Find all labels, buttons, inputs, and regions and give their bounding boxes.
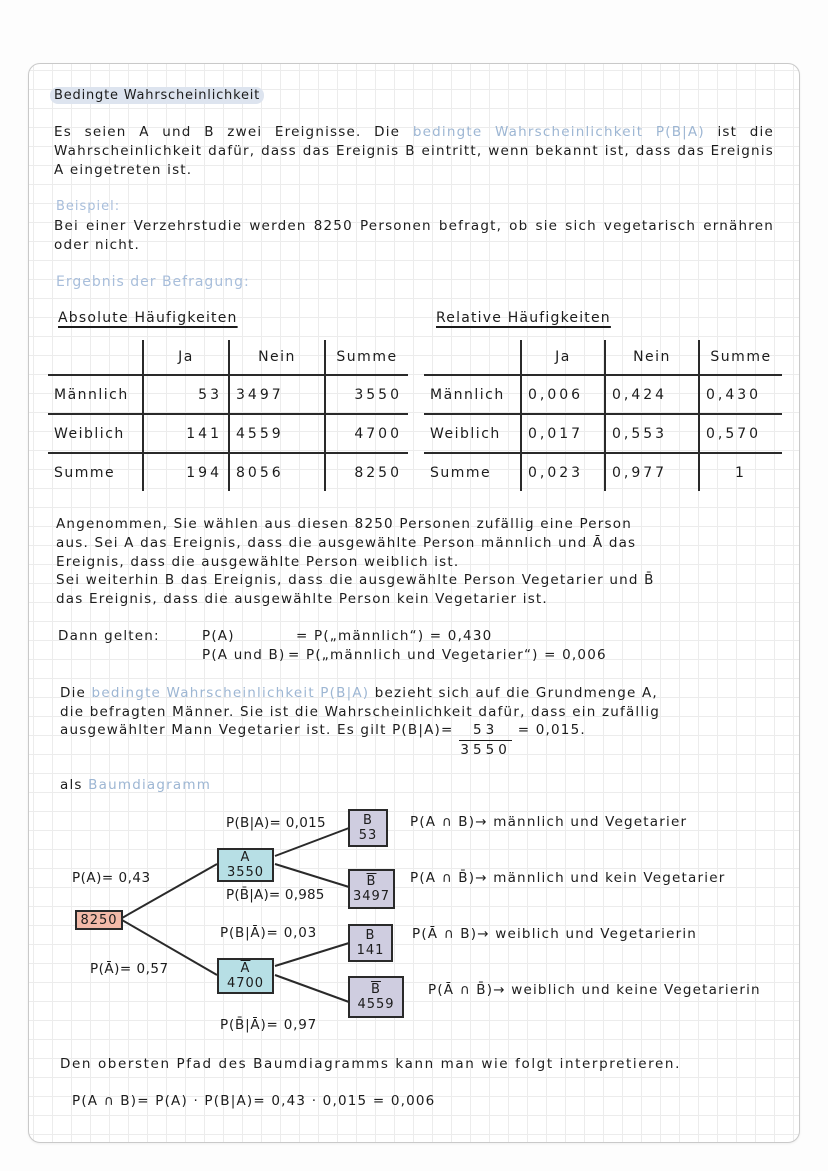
cell: 0,553: [605, 414, 699, 453]
tree-heading-highlight: Baumdiagramm: [88, 777, 212, 793]
result-label: Ergebnis der Befragung:: [56, 274, 250, 290]
then-label: Dann gelten:: [58, 628, 160, 644]
cell: 8056: [229, 453, 325, 491]
edge-label-p-not-b-given-not-a: P(B̄|Ā)= 0,97: [220, 1017, 317, 1033]
cell: 0,977: [605, 453, 699, 491]
path-formula: P(A ∩ B)= P(A) · P(B|A)= 0,43 · 0,015 = 0,006: [72, 1093, 436, 1109]
edge-label-p-b-given-a: P(B|A)= 0,015: [226, 815, 326, 831]
outcome-not-a-b: P(Ā ∩ B)→ weiblich und Vegetarierin: [412, 926, 698, 942]
cell: 141: [143, 414, 229, 453]
conditional-highlight: bedingte Wahrscheinlichkeit P(B|A): [91, 685, 370, 701]
eq2-right: = P(„männlich und Vegetarier“) = 0,006: [288, 647, 607, 663]
outcome-not-a-not-b: P(Ā ∩ B̄)→ weiblich und keine Vegetarierin: [428, 982, 761, 998]
node-value: 3550: [226, 865, 265, 880]
node-label: $\overline{B}$: [366, 874, 377, 889]
outcome-a-not-b: P(A ∩ B̄)→ männlich und kein Vegetarier: [410, 870, 726, 886]
node-value: 4559: [357, 997, 395, 1012]
row-label: Summe: [424, 453, 521, 491]
cell: 3550: [325, 375, 408, 414]
node-value: 141: [356, 943, 385, 958]
root-value: 8250: [80, 912, 118, 928]
absolute-table-heading: Absolute Häufigkeiten: [58, 310, 238, 326]
cell: 0,424: [605, 375, 699, 414]
tree-node-a-b: [348, 809, 388, 847]
tree-node-a-not-b: [348, 869, 395, 909]
conditional-line-3-text: ausgewählter Mann Vegetarier ist. Es gilt P(B|A)=: [60, 722, 454, 738]
node-label: B: [365, 928, 376, 943]
col-header-summe: Summe: [325, 340, 408, 375]
cell: 8250: [325, 453, 408, 491]
cell: 0,023: [521, 453, 605, 491]
col-header-ja: Ja: [521, 340, 605, 375]
cell: 1: [699, 453, 782, 491]
path-text: Den obersten Pfad des Baumdiagramms kann man wie folgt interpretieren.: [60, 1056, 681, 1072]
node-label: $\overline{B}$: [371, 982, 381, 997]
cell: 0,006: [521, 375, 605, 414]
example-text: Bei einer Verzehrstudie werden 8250 Personen befragt, ob sie sich vegetarisch ernähren oder nicht.: [54, 218, 774, 253]
cell: 3497: [229, 375, 325, 414]
assumption-line-4: Sei weiterhin B das Ereignis, dass die ausgewählte Person Vegetarier und B̄: [56, 572, 655, 588]
intro-text-2: ist die Wahrscheinlichkeit dafür, dass das Ereignis B eintritt, wenn bekannt ist, dass das Ereignis A eingetreten ist.: [54, 124, 774, 178]
row-label: Männlich: [48, 375, 143, 414]
row-label: Summe: [48, 453, 143, 491]
row-label: Weiblich: [48, 414, 143, 453]
conditional-prefix: Die: [60, 685, 92, 701]
tree-root-node: [75, 910, 123, 930]
relative-table-heading: Relative Häufigkeiten: [436, 310, 611, 326]
edge-label-p-b-given-not-a: P(B|Ā)= 0,03: [220, 925, 317, 941]
col-header-ja: Ja: [143, 340, 229, 375]
eq1-right: = P(„männlich“) = 0,430: [296, 628, 493, 644]
assumption-line-3: Ereignis, dass die ausgewählte Person weiblich ist.: [56, 554, 460, 570]
cell: 53: [143, 375, 229, 414]
conditional-rest: bezieht sich auf die Grundmenge A,: [369, 685, 658, 701]
cell: 0,570: [699, 414, 782, 453]
eq2-left: P(A und B): [202, 647, 286, 663]
cell: 4559: [229, 414, 325, 453]
assumption-line-2: aus. Sei A das Ereignis, dass die ausgewählte Person männlich und Ā das: [56, 535, 637, 551]
tree-node-not-a-not-b: [348, 976, 404, 1018]
node-label: $\overline{A}$: [240, 961, 251, 976]
page-title: Bedingte Wahrscheinlichkeit: [50, 87, 264, 104]
intro-highlight: bedingte Wahrscheinlichkeit P(B|A): [412, 124, 705, 140]
fraction-denominator: 3550: [460, 742, 511, 758]
edge-label-p-not-b-given-a: P(B̄|A)= 0,985: [226, 887, 325, 903]
cell: 194: [143, 453, 229, 491]
conditional-line-2: die befragten Männer. Sie ist die Wahrscheinlichkeit dafür, dass ein zufällig: [60, 704, 661, 720]
tree-node-not-a-b: [348, 924, 393, 962]
outcome-a-b: P(A ∩ B)→ männlich und Vegetarier: [410, 814, 688, 830]
eq1-left: P(A): [202, 628, 235, 644]
conditional-result: = 0,015.: [517, 722, 586, 738]
row-label: Männlich: [424, 375, 521, 414]
node-value: 3497: [352, 889, 391, 904]
col-header-nein: Nein: [605, 340, 699, 375]
edge-label-p-a: P(A)= 0,43: [72, 870, 151, 886]
tree-node-not-a: [217, 958, 274, 994]
edge-label-p-not-a: P(Ā)= 0,57: [90, 961, 169, 977]
fraction-numerator: 53: [459, 721, 512, 741]
col-header-nein: Nein: [229, 340, 325, 375]
node-label: B: [363, 813, 373, 828]
row-label: Weiblich: [424, 414, 521, 453]
example-label: Beispiel:: [56, 199, 121, 214]
assumption-line-1: Angenommen, Sie wählen aus diesen 8250 Personen zufällig eine Person: [56, 516, 633, 532]
cell: 4700: [325, 414, 408, 453]
tree-node-a: [217, 848, 274, 882]
intro-text-1: Es seien A und B zwei Ereignisse. Die: [54, 124, 413, 140]
node-value: 53: [358, 828, 378, 843]
node-value: 4700: [226, 976, 265, 991]
assumption-line-5: das Ereignis, dass die ausgewählte Person kein Vegetarier ist.: [56, 591, 548, 607]
tree-heading-prefix: als: [60, 777, 83, 793]
node-label: A: [240, 850, 251, 865]
cell: 0,430: [699, 375, 782, 414]
cell: 0,017: [521, 414, 605, 453]
col-header-summe: Summe: [699, 340, 782, 375]
